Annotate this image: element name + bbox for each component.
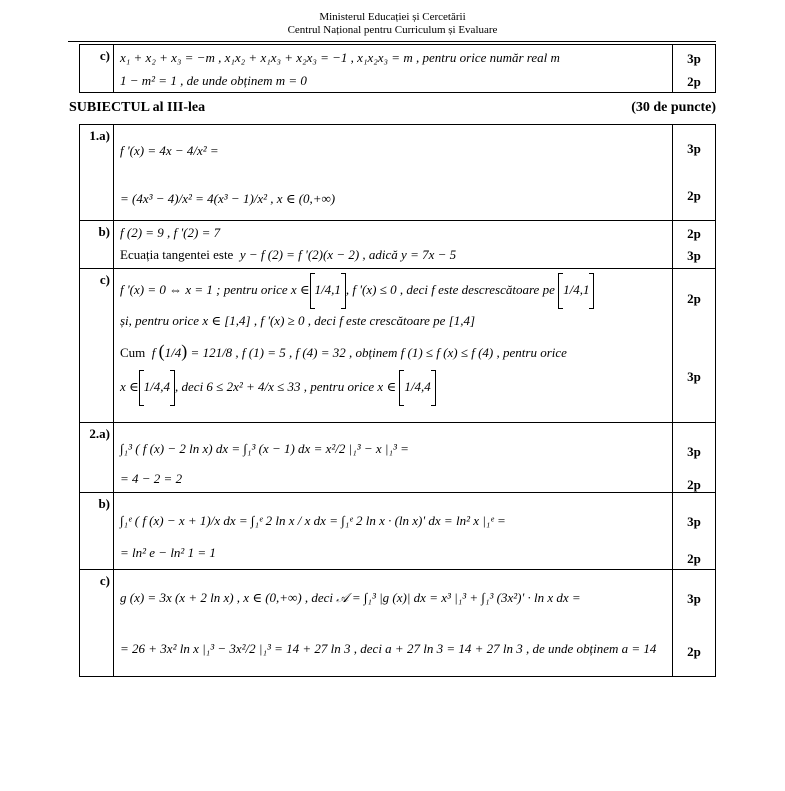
solution-line: = 26 + 3x² ln x |₁³ − 3x²/2 |₁³ = 14 + 27 ln 3 , deci a + 27 ln 3 = 14 + 27 ln 3 , de unde obținem a = 14 <box>120 641 657 656</box>
solution-text: ,1 <box>331 281 341 297</box>
points-cell <box>673 269 716 423</box>
paren: ) <box>181 341 188 361</box>
points-value: 2p <box>687 477 701 492</box>
points-value: 3p <box>687 51 701 66</box>
solution-line: ∫₁ᵉ ( f (x) − x + 1)/x dx = ∫₁ᵉ 2 ln x / x dx = ∫₁ᵉ 2 ln x · (ln x)' dx = ln² x |₁ᵉ = <box>120 513 506 528</box>
row-label: b) <box>80 221 114 269</box>
solution-line: ∫₁³ ( f (x) − 2 ln x) dx = ∫₁³ (x − 1) dx = x²/2 |₁³ − x |₁³ = <box>120 441 409 456</box>
points-cell <box>673 570 716 677</box>
fraction: 1/4 <box>404 378 421 394</box>
row-content <box>114 493 673 570</box>
row-content <box>114 221 673 269</box>
solution-row <box>80 423 716 493</box>
solution-row <box>80 125 716 221</box>
row-label: c) <box>80 45 114 93</box>
points-cell <box>673 221 716 269</box>
solution-row <box>80 221 716 269</box>
points-value: 2p <box>687 226 701 241</box>
points-value: 2p <box>687 74 701 89</box>
solution-line: f (2) = 9 , f '(2) = 7 <box>120 225 221 240</box>
tangent-equation: y − f (2) = f '(2)(x − 2) , adică y = 7x − 5 <box>239 247 457 262</box>
solution-row <box>80 570 716 677</box>
solution-text: Cum <box>120 345 146 360</box>
solution-row <box>80 493 716 570</box>
solution-line: 1 − m² = 1 , de unde obținem m = 0 <box>120 73 307 88</box>
row-label: 1.a) <box>80 125 114 221</box>
points-cell <box>673 45 716 93</box>
section-points: (30 de puncte) <box>631 100 716 115</box>
solution-text: ,4 <box>160 378 171 394</box>
solution-text: ,4 <box>420 378 431 394</box>
solution-text: f '(x) = 0 ⇔ x = 1 ; pentru orice <box>120 281 288 297</box>
bracket <box>589 273 594 309</box>
row-label: 2.a) <box>80 423 114 493</box>
fraction: 1/4 <box>143 378 161 394</box>
top-table <box>79 44 716 93</box>
solution-text: x ∈ <box>120 378 139 394</box>
points-value: 3p <box>687 444 701 459</box>
solution-line: f '(x) = 4x − 4/x² = <box>120 143 219 158</box>
row-label: b) <box>80 493 114 570</box>
solution-text: x ∈ <box>290 281 310 297</box>
solutions-table <box>79 124 716 677</box>
solution-row <box>80 269 716 423</box>
row-label: c) <box>80 570 114 677</box>
points-cell <box>673 493 716 570</box>
section-title: SUBIECTUL al III-lea <box>69 100 206 115</box>
row-content <box>114 269 673 423</box>
solution-line: x₁ + x₂ + x₃ = −m , x₁x₂ + x₁x₃ + x₂x₃ = −1 , x₁x₂x₃ = m , pentru orice număr real m <box>120 50 560 65</box>
solution-line <box>120 341 672 362</box>
row-content <box>114 423 673 493</box>
header-ministry: Ministerul Educației și Cercetării <box>319 11 466 23</box>
solution-line: și, pentru orice x ∈ [1,4] , f '(x) ≥ 0 , deci f este crescătoare pe [1,4] <box>120 313 476 328</box>
row-content <box>114 570 673 677</box>
header-center: Centrul Național pentru Curriculum și Evaluare <box>287 24 498 36</box>
points-value: 2p <box>687 644 701 659</box>
row-content <box>114 45 673 93</box>
points-value: 2p <box>687 551 701 566</box>
bracket <box>431 370 436 406</box>
points-value: 3p <box>687 369 701 384</box>
solution-text: , deci 6 ≤ 2x² + 4/x ≤ 33 , pentru orice x ∈ <box>175 378 397 394</box>
solution-text: Ecuația tangentei este <box>120 247 234 262</box>
row-label: c) <box>80 269 114 423</box>
solution-line: = (4x³ − 4)/x² = 4(x³ − 1)/x² , x ∈ (0,+∞) <box>120 191 336 206</box>
solution-line: = ln² e − ln² 1 = 1 <box>120 545 216 560</box>
points-value: 2p <box>687 188 701 203</box>
points-cell <box>673 125 716 221</box>
solution-text: ,1 <box>579 281 590 297</box>
solution-line: = 4 − 2 = 2 <box>120 471 183 486</box>
points-value: 3p <box>687 514 701 529</box>
points-value: 3p <box>687 248 701 263</box>
solution-text: , f '(x) ≤ 0 , deci f este descrescătoare pe <box>345 281 555 297</box>
fraction: 1/4 <box>314 281 332 297</box>
fraction: 1/4 <box>164 345 182 360</box>
solution-text: = 121/8 , f (1) = 5 , f (4) = 32 , obținem f (1) ≤ f (x) ≤ f (4) , pentru orice <box>190 345 567 360</box>
solution-text: f <box>151 345 156 360</box>
points-cell <box>673 423 716 493</box>
points-value: 3p <box>687 591 701 606</box>
points-value: 3p <box>687 141 701 156</box>
section-heading <box>69 100 716 116</box>
header-rule <box>68 41 716 42</box>
fraction: 1/4 <box>563 281 580 297</box>
solution-line <box>120 273 672 309</box>
paren: ( <box>158 341 165 361</box>
points-value: 2p <box>687 291 701 306</box>
row-content <box>114 125 673 221</box>
solution-line <box>120 247 672 263</box>
solution-line: g (x) = 3x (x + 2 ln x) , x ∈ (0,+∞) , deci 𝒜 = ∫₁³ |g (x)| dx = x³ |₁³ + ∫₁³ (3x²)' · ln x dx = <box>120 590 581 605</box>
solution-line <box>120 370 672 406</box>
